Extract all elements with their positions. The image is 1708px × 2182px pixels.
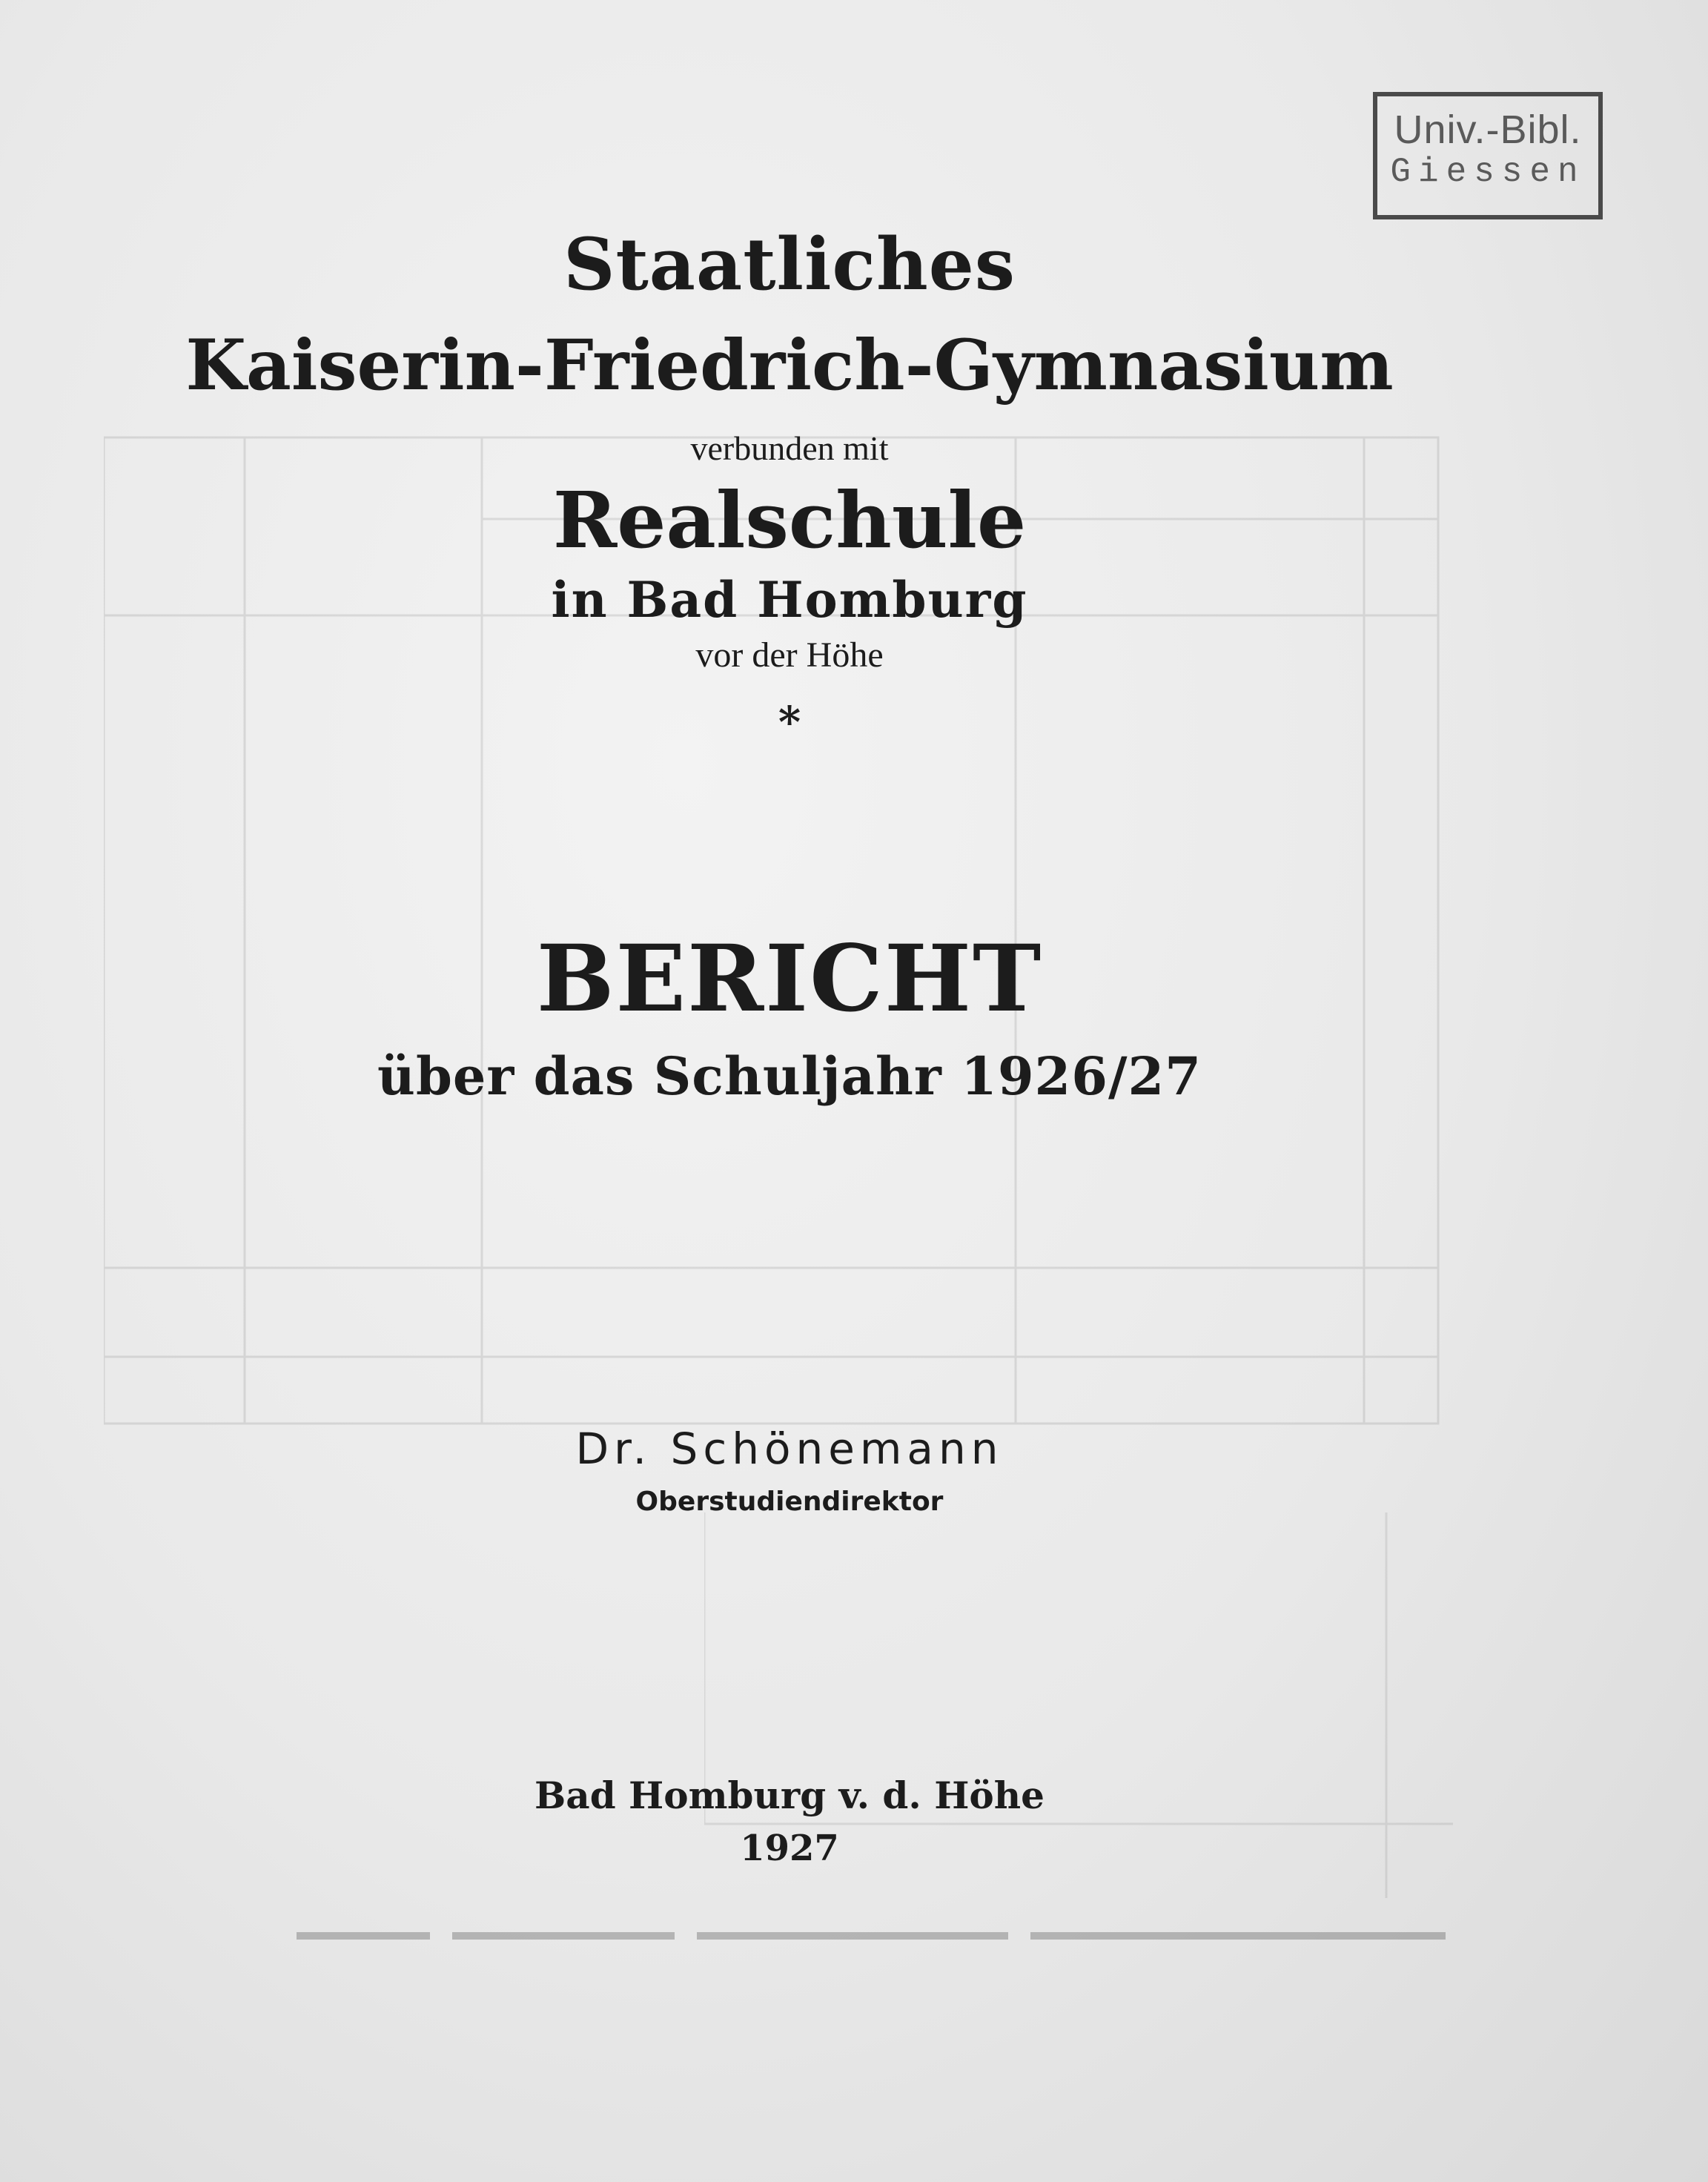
- title-realschule: Realschule: [552, 475, 1027, 566]
- stamp-city: Giessen: [1390, 153, 1586, 191]
- library-stamp: [1373, 92, 1603, 219]
- imprint-place: Bad Homburg v. d. Höhe: [534, 1773, 1045, 1817]
- subtitle-connected-with: verbunden mit: [690, 429, 889, 467]
- location-line: in Bad Homburg: [551, 571, 1028, 629]
- title-staatliches: Staatliches: [563, 222, 1016, 306]
- location-subline: vor der Höhe: [695, 635, 884, 675]
- imprint-year: 1927: [740, 1828, 839, 1869]
- ornament-asterisk: *: [778, 697, 801, 747]
- stamp-library-name: Univ.-Bibl.: [1394, 108, 1582, 152]
- title-school-name: Kaiserin-Friedrich-Gymnasium: [185, 325, 1394, 406]
- report-title: BERICHT: [536, 925, 1043, 1033]
- mirrored-print-show-through: [297, 1919, 1453, 1953]
- author-position: Oberstudiendirektor: [635, 1487, 944, 1517]
- author-name: Dr. Schönemann: [575, 1424, 1004, 1474]
- report-subtitle: über das Schuljahr 1926/27: [377, 1045, 1202, 1107]
